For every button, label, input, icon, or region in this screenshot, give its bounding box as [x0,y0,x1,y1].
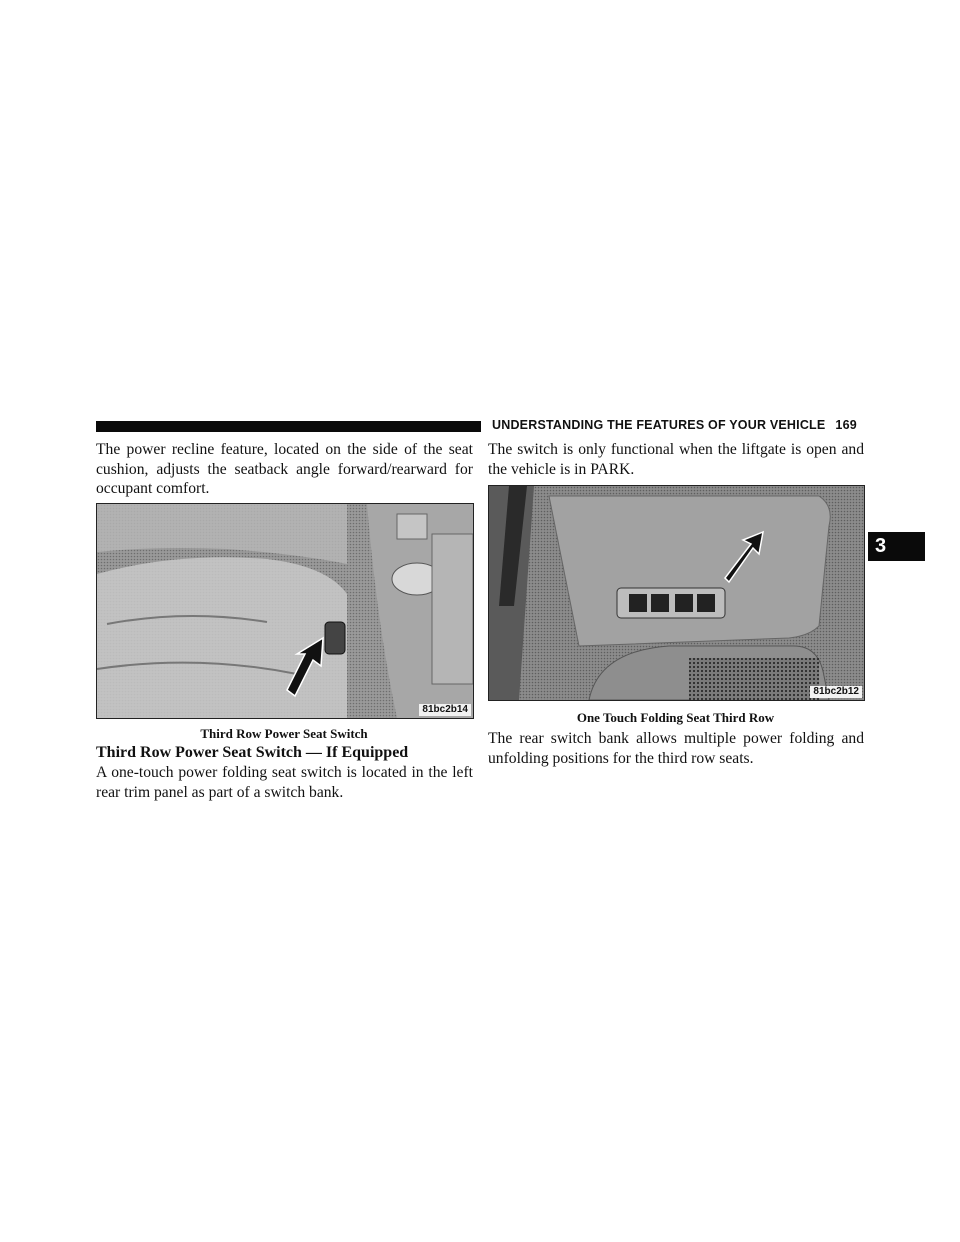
seat-switch-photo [96,503,474,719]
trim-panel-illustration [489,486,864,700]
seat-illustration [97,504,473,718]
chapter-tab: 3 [868,532,925,561]
switch-location-paragraph: A one-touch power folding seat switch is located in the left rear trim panel as part of a switch bank. [96,764,473,801]
folding-seat-photo [488,485,865,701]
section-heading: Third Row Power Seat Switch — If Equipped [96,744,409,761]
figure-caption: One Touch Folding Seat Third Row [576,710,775,725]
figure-code: 81bc2b12 [810,686,862,698]
switch-bank-paragraph: The rear switch bank allows multiple power folding and unfolding positions for the third row seats. [488,730,864,767]
figure-caption: Third Row Power Seat Switch [200,726,368,741]
header-rule [96,421,481,432]
page-number: 169 [835,418,857,432]
running-header [492,418,857,432]
recline-paragraph: The power recline feature, located on the side of the seat cushion, adjusts the seatback angle forward/rearward for occupant comfort. [96,441,473,497]
figure-code: 81bc2b14 [419,704,471,716]
section-title: UNDERSTANDING THE FEATURES OF YOUR VEHICLE [492,418,826,432]
liftgate-paragraph: The switch is only functional when the liftgate is open and the vehicle is in PARK. [488,441,864,478]
